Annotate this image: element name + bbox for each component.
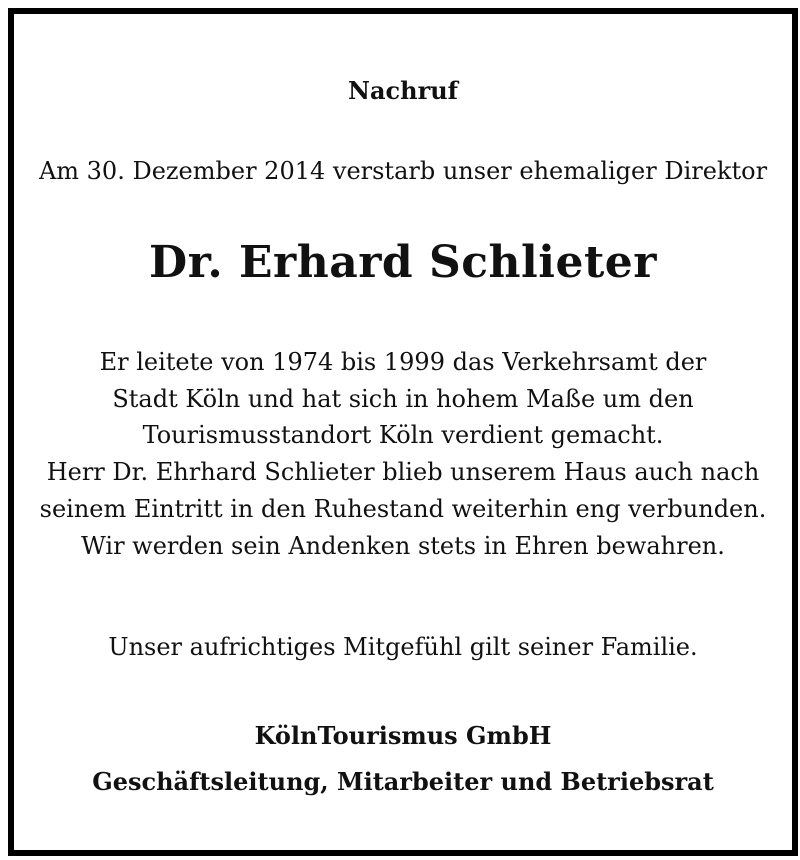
obituary-notice xyxy=(8,8,798,856)
tribute-line: Stadt Köln und hat sich in hohem Maße um den xyxy=(112,384,694,413)
signature-groups: Geschäftsleitung, Mitarbeiter und Betriebsrat xyxy=(92,767,714,796)
tribute-line: Tourismusstandort Köln verdient gemacht. xyxy=(142,421,664,450)
tribute-line: Wir werden sein Andenken stets in Ehren bewahren. xyxy=(81,531,725,560)
deceased-name: Dr. Erhard Schlieter xyxy=(149,237,657,288)
tribute-line: seinem Eintritt in den Ruhestand weiterhin eng verbunden. xyxy=(39,494,767,523)
notice-heading: Nachruf xyxy=(348,76,458,105)
tribute-line: Er leitete von 1974 bis 1999 das Verkehrsamt der xyxy=(99,348,707,376)
sympathy-text: Unser aufrichtiges Mitgefühl gilt seiner Familie. xyxy=(108,633,698,661)
signature-organization: KölnTourismus GmbH xyxy=(254,721,552,750)
intro-text: Am 30. Dezember 2014 verstarb unser ehemaliger Direktor xyxy=(38,157,768,185)
tribute-line: Herr Dr. Ehrhard Schlieter blieb unserem Haus auch nach xyxy=(46,458,760,487)
tribute-text xyxy=(14,344,792,564)
